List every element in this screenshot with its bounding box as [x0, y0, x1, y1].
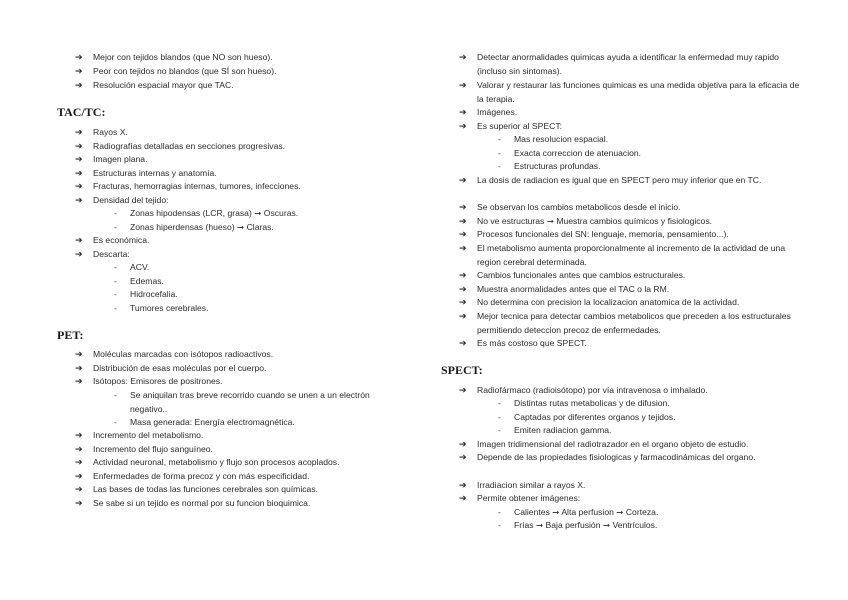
- dash-bullet-icon: -: [114, 222, 117, 232]
- bullet-item: [57, 79, 234, 93]
- sub-bullet-item: [57, 416, 295, 430]
- bullet-item: [57, 348, 273, 362]
- sub-bullet-text: Emiten radiacion gamma.: [514, 425, 612, 435]
- sub-bullet-item: [57, 389, 407, 416]
- sub-bullet-item: [441, 133, 608, 147]
- arrow-bullet-icon: ➔: [75, 430, 83, 440]
- dash-bullet-icon: -: [114, 390, 117, 400]
- bullet-text: La dosis de radiacion es igual que en SPECT pero muy inferior que en TC.: [477, 175, 762, 185]
- dash-bullet-icon: -: [498, 425, 501, 435]
- dash-bullet-icon: -: [498, 398, 501, 408]
- bullet-item: [57, 362, 266, 376]
- arrow-bullet-icon: ➔: [459, 338, 467, 348]
- bullet-text: No ve estructuras ➞ Muestra cambios químicos y fisiologicos.: [477, 216, 713, 226]
- section-heading: PET:: [57, 328, 84, 342]
- sub-bullet-text: Hidrocefalia.: [130, 289, 178, 299]
- bullet-text: Fracturas, hemorragias internas, tumores, infecciones.: [93, 181, 301, 191]
- arrow-bullet-icon: ➔: [75, 80, 83, 90]
- arrow-bullet-icon: ➔: [459, 175, 467, 185]
- dash-bullet-icon: -: [498, 412, 501, 422]
- bullet-item: [441, 106, 517, 120]
- arrow-bullet-icon: ➔: [459, 216, 467, 226]
- bullet-item: [57, 470, 309, 484]
- arrow-bullet-icon: ➔: [75, 498, 83, 508]
- section-heading: TAC/TC:: [57, 105, 106, 119]
- bullet-text: Resolución espacial mayor que TAC.: [93, 80, 234, 90]
- bullet-text: Moléculas marcadas con isótopos radioactivos.: [93, 349, 274, 359]
- bullet-text: Incremento del metabolismo.: [93, 430, 204, 440]
- dash-bullet-icon: -: [114, 303, 117, 313]
- bullet-text: Es más costoso que SPECT.: [477, 338, 587, 348]
- arrow-bullet-icon: ➔: [459, 311, 467, 321]
- bullet-text: Procesos funcionales del SN: lenguaje, memoria, pensamiento...).: [477, 229, 729, 239]
- arrow-bullet-icon: ➔: [459, 270, 467, 280]
- bullet-text: Radiofármaco (radioisótopo) por vía intravenosa o imhalado.: [477, 385, 708, 395]
- arrow-bullet-icon: ➔: [459, 229, 467, 239]
- bullet-item: [441, 492, 580, 506]
- sub-bullet-item: [57, 261, 149, 275]
- dash-bullet-icon: -: [498, 134, 501, 144]
- dash-bullet-icon: -: [498, 507, 501, 517]
- bullet-item: [441, 451, 756, 465]
- bullet-item: [441, 120, 562, 134]
- bullet-text: Depende de las propiedades fisiologicas y farmacodinámicas del organo.: [477, 452, 756, 462]
- sub-bullet-item: [441, 160, 600, 174]
- sub-bullet-item: [57, 207, 298, 221]
- arrow-bullet-icon: ➔: [459, 121, 467, 131]
- bullet-item: [57, 140, 285, 154]
- bullet-item: [441, 283, 669, 297]
- sub-bullet-text: Exacta correccion de atenuacion.: [514, 148, 642, 158]
- bullet-text: Imágenes.: [477, 107, 518, 117]
- bullet-item: [441, 228, 729, 242]
- bullet-item: [441, 384, 708, 398]
- sub-bullet-item: [441, 424, 611, 438]
- bullet-item: [57, 65, 276, 79]
- arrow-bullet-icon: ➔: [75, 249, 83, 259]
- bullet-item: [441, 201, 681, 215]
- bullet-text: Muestra anormalidades antes que el TAC o la RM.: [477, 284, 670, 294]
- arrow-bullet-icon: ➔: [75, 141, 83, 151]
- sub-bullet-text: Captadas por diferentes organos y tejidos.: [514, 412, 676, 422]
- dash-bullet-icon: -: [114, 289, 117, 299]
- sub-bullet-item: [441, 411, 675, 425]
- sub-bullet-item: [441, 147, 641, 161]
- bullet-text: Actividad neuronal, metabolismo y flujo son procesos acoplados.: [93, 457, 340, 467]
- bullet-item: [57, 51, 273, 65]
- sub-bullet-text: Zonas hiperdensas (hueso) ➞ Claras.: [130, 222, 274, 232]
- bullet-text: Permite obtener imágenes:: [477, 493, 581, 503]
- arrow-bullet-icon: ➔: [75, 457, 83, 467]
- arrow-bullet-icon: ➔: [75, 168, 83, 178]
- bullet-text: Imagen plana.: [93, 154, 148, 164]
- arrow-bullet-icon: ➔: [459, 493, 467, 503]
- bullet-item: [441, 215, 712, 229]
- dash-bullet-icon: -: [498, 520, 501, 530]
- bullet-item: [57, 497, 310, 511]
- bullet-text: Irradiacion similar a rayos X.: [477, 480, 586, 490]
- sub-bullet-text: Se aniquilan tras breve recorrido cuando se unen a un electrón negativo..: [130, 390, 370, 414]
- arrow-bullet-icon: ➔: [459, 452, 467, 462]
- sub-bullet-text: Calientes ➞ Alta perfusion ➞ Corteza.: [514, 507, 659, 517]
- sub-bullet-item: [57, 302, 209, 316]
- arrow-bullet-icon: ➔: [75, 484, 83, 494]
- sub-bullet-item: [441, 506, 658, 520]
- bullet-text: Isótopos: Emisores de positrones.: [93, 376, 223, 386]
- bullet-text: Densidad del tejido:: [93, 195, 169, 205]
- bullet-item: [57, 194, 169, 208]
- dash-bullet-icon: -: [114, 417, 117, 427]
- bullet-text: Valorar y restaurar las funciones quimicas es una medida objetiva para la eficacia de la terapia.: [477, 80, 800, 104]
- arrow-bullet-icon: ➔: [75, 154, 83, 164]
- bullet-item: [441, 296, 739, 310]
- bullet-item: [441, 337, 587, 351]
- arrow-bullet-icon: ➔: [459, 480, 467, 490]
- bullet-item: [57, 429, 203, 443]
- bullet-item: [441, 269, 685, 283]
- bullet-text: Distribución de esas moléculas por el cuerpo.: [93, 363, 267, 373]
- arrow-bullet-icon: ➔: [459, 80, 467, 90]
- dash-bullet-icon: -: [114, 276, 117, 286]
- arrow-bullet-icon: ➔: [75, 181, 83, 191]
- bullet-text: Peor con tejidos no blandos (que SÍ son hueso).: [93, 66, 277, 76]
- sub-bullet-item: [441, 519, 657, 533]
- arrow-bullet-icon: ➔: [75, 349, 83, 359]
- arrow-bullet-icon: ➔: [75, 471, 83, 481]
- bullet-item: [441, 438, 748, 452]
- bullet-item: [57, 375, 222, 389]
- bullet-text: Es económica.: [93, 235, 150, 245]
- bullet-item: [57, 126, 128, 140]
- bullet-item: [57, 456, 340, 470]
- sub-bullet-text: Tumores cerebrales.: [130, 303, 209, 313]
- bullet-text: Descarta:: [93, 249, 130, 259]
- arrow-bullet-icon: ➔: [75, 444, 83, 454]
- arrow-bullet-icon: ➔: [459, 52, 467, 62]
- arrow-bullet-icon: ➔: [459, 243, 467, 253]
- arrow-bullet-icon: ➔: [459, 439, 467, 449]
- bullet-item: [57, 234, 149, 248]
- bullet-item: [441, 174, 761, 188]
- bullet-text: Detectar anormalidades quimicas ayuda a identificar la enfermedad muy rapido (incluso sin sintomas).: [477, 52, 779, 76]
- bullet-text: Enfermedades de forma precoz y con más especificidad.: [93, 471, 310, 481]
- bullet-text: Radiografías detalladas en secciones progresivas.: [93, 141, 286, 151]
- bullet-text: Estructuras internas y anatomía.: [93, 168, 217, 178]
- arrow-bullet-icon: ➔: [459, 202, 467, 212]
- bullet-item: [441, 79, 801, 106]
- bullet-item: [57, 483, 318, 497]
- sub-bullet-text: Zonas hipodensas (LCR, grasa) ➞ Oscuras.: [130, 208, 299, 218]
- bullet-text: No determina con precision la localizacion anatomica de la actividad.: [477, 297, 740, 307]
- arrow-bullet-icon: ➔: [75, 376, 83, 386]
- bullet-item: [57, 167, 217, 181]
- arrow-bullet-icon: ➔: [75, 127, 83, 137]
- arrow-bullet-icon: ➔: [459, 107, 467, 117]
- bullet-text: Incremento del flujo sanguíneo.: [93, 444, 213, 454]
- bullet-item: [57, 248, 130, 262]
- sub-bullet-text: Distintas rutas metabolicas y de difusion.: [514, 398, 670, 408]
- dash-bullet-icon: -: [498, 148, 501, 158]
- bullet-text: Rayos X.: [93, 127, 128, 137]
- bullet-text: Mejor tecnica para detectar cambios metabolicos que preceden a los estructurales permitiendo deteccion precoz de enfermedades.: [477, 311, 791, 335]
- arrow-bullet-icon: ➔: [459, 385, 467, 395]
- sub-bullet-text: Frías ➞ Baja perfusión ➞ Ventrículos.: [514, 520, 658, 530]
- dash-bullet-icon: -: [498, 161, 501, 171]
- sub-bullet-text: ACV.: [130, 262, 150, 272]
- sub-bullet-item: [57, 275, 164, 289]
- sub-bullet-item: [57, 221, 274, 235]
- arrow-bullet-icon: ➔: [75, 66, 83, 76]
- bullet-item: [57, 180, 301, 194]
- sub-bullet-text: Edemas.: [130, 276, 164, 286]
- arrow-bullet-icon: ➔: [459, 297, 467, 307]
- dash-bullet-icon: -: [114, 208, 117, 218]
- bullet-text: Las bases de todas las funciones cerebrales son químicas.: [93, 484, 318, 494]
- arrow-bullet-icon: ➔: [75, 235, 83, 245]
- sub-bullet-item: [57, 288, 178, 302]
- arrow-bullet-icon: ➔: [75, 195, 83, 205]
- dash-bullet-icon: -: [114, 262, 117, 272]
- arrow-bullet-icon: ➔: [75, 52, 83, 62]
- bullet-text: Cambios funcionales antes que cambios estructurales.: [477, 270, 686, 280]
- bullet-text: Es superior al SPECT:: [477, 121, 563, 131]
- bullet-text: Se sabe si un tejido es normal por su funcion bioquimica.: [93, 498, 311, 508]
- sub-bullet-text: Estructuras profundas.: [514, 161, 601, 171]
- bullet-text: Mejor con tejidos blandos (que NO son hueso).: [93, 52, 273, 62]
- bullet-item: [441, 479, 585, 493]
- arrow-bullet-icon: ➔: [75, 363, 83, 373]
- bullet-text: Imagen tridimensional del radiotrazador en el organo objeto de estudio.: [477, 439, 749, 449]
- bullet-item: [441, 51, 801, 78]
- bullet-text: El metabolismo aumenta proporcionalmente al incremento de la actividad de una region cerebral determinada.: [477, 243, 786, 267]
- bullet-item: [57, 443, 213, 457]
- sub-bullet-item: [441, 397, 670, 411]
- section-heading: SPECT:: [441, 363, 483, 377]
- bullet-item: [441, 242, 801, 269]
- bullet-text: Se observan los cambios metabolicos desde el inicio.: [477, 202, 681, 212]
- arrow-bullet-icon: ➔: [459, 284, 467, 294]
- sub-bullet-text: Mas resolucion espacial.: [514, 134, 609, 144]
- bullet-item: [441, 310, 801, 337]
- bullet-item: [57, 153, 147, 167]
- sub-bullet-text: Masa generada: Energía electromagnética.: [130, 417, 295, 427]
